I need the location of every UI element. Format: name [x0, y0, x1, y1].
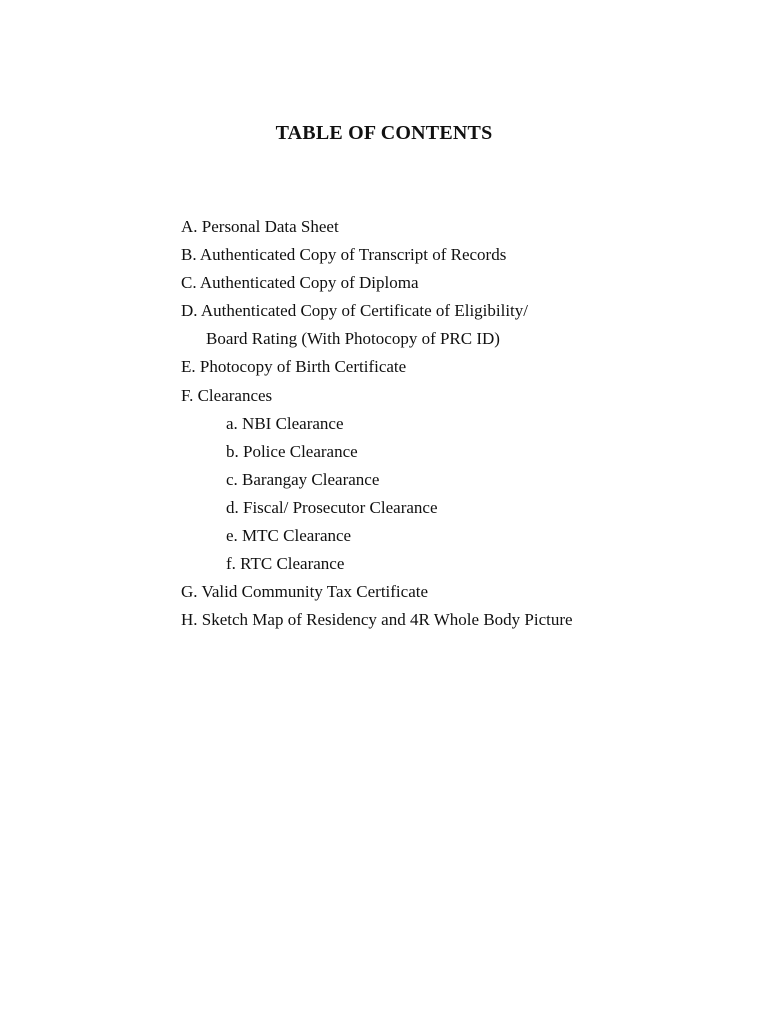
toc-entry-e: E. Photocopy of Birth Certificate [181, 357, 407, 377]
toc-entry-b: B. Authenticated Copy of Transcript of Records [181, 245, 507, 265]
toc-subentry-f-d: d. Fiscal/ Prosecutor Clearance [226, 497, 438, 517]
toc-entry-d-continued: Board Rating (With Photocopy of PRC ID) [206, 329, 500, 349]
toc-subentry-f-a: a. NBI Clearance [226, 413, 344, 433]
table-of-contents-list [181, 213, 573, 634]
toc-entry-h: H. Sketch Map of Residency and 4R Whole Body Picture [181, 610, 573, 630]
toc-subentry-f-e: e. MTC Clearance [226, 526, 352, 546]
toc-entry-f: F. Clearances [181, 385, 273, 405]
toc-entry-d: D. Authenticated Copy of Certificate of Eligibility/ [181, 301, 529, 321]
toc-entry-g: G. Valid Community Tax Certificate [181, 582, 429, 602]
toc-entry-c: C. Authenticated Copy of Diploma [181, 273, 419, 293]
page-title: TABLE OF CONTENTS [275, 122, 493, 144]
toc-subentry-f-b: b. Police Clearance [226, 441, 358, 461]
toc-subentry-f-f: f. RTC Clearance [226, 554, 345, 574]
toc-subentry-f-c: c. Barangay Clearance [226, 469, 380, 489]
toc-entry-a: A. Personal Data Sheet [181, 217, 339, 236]
